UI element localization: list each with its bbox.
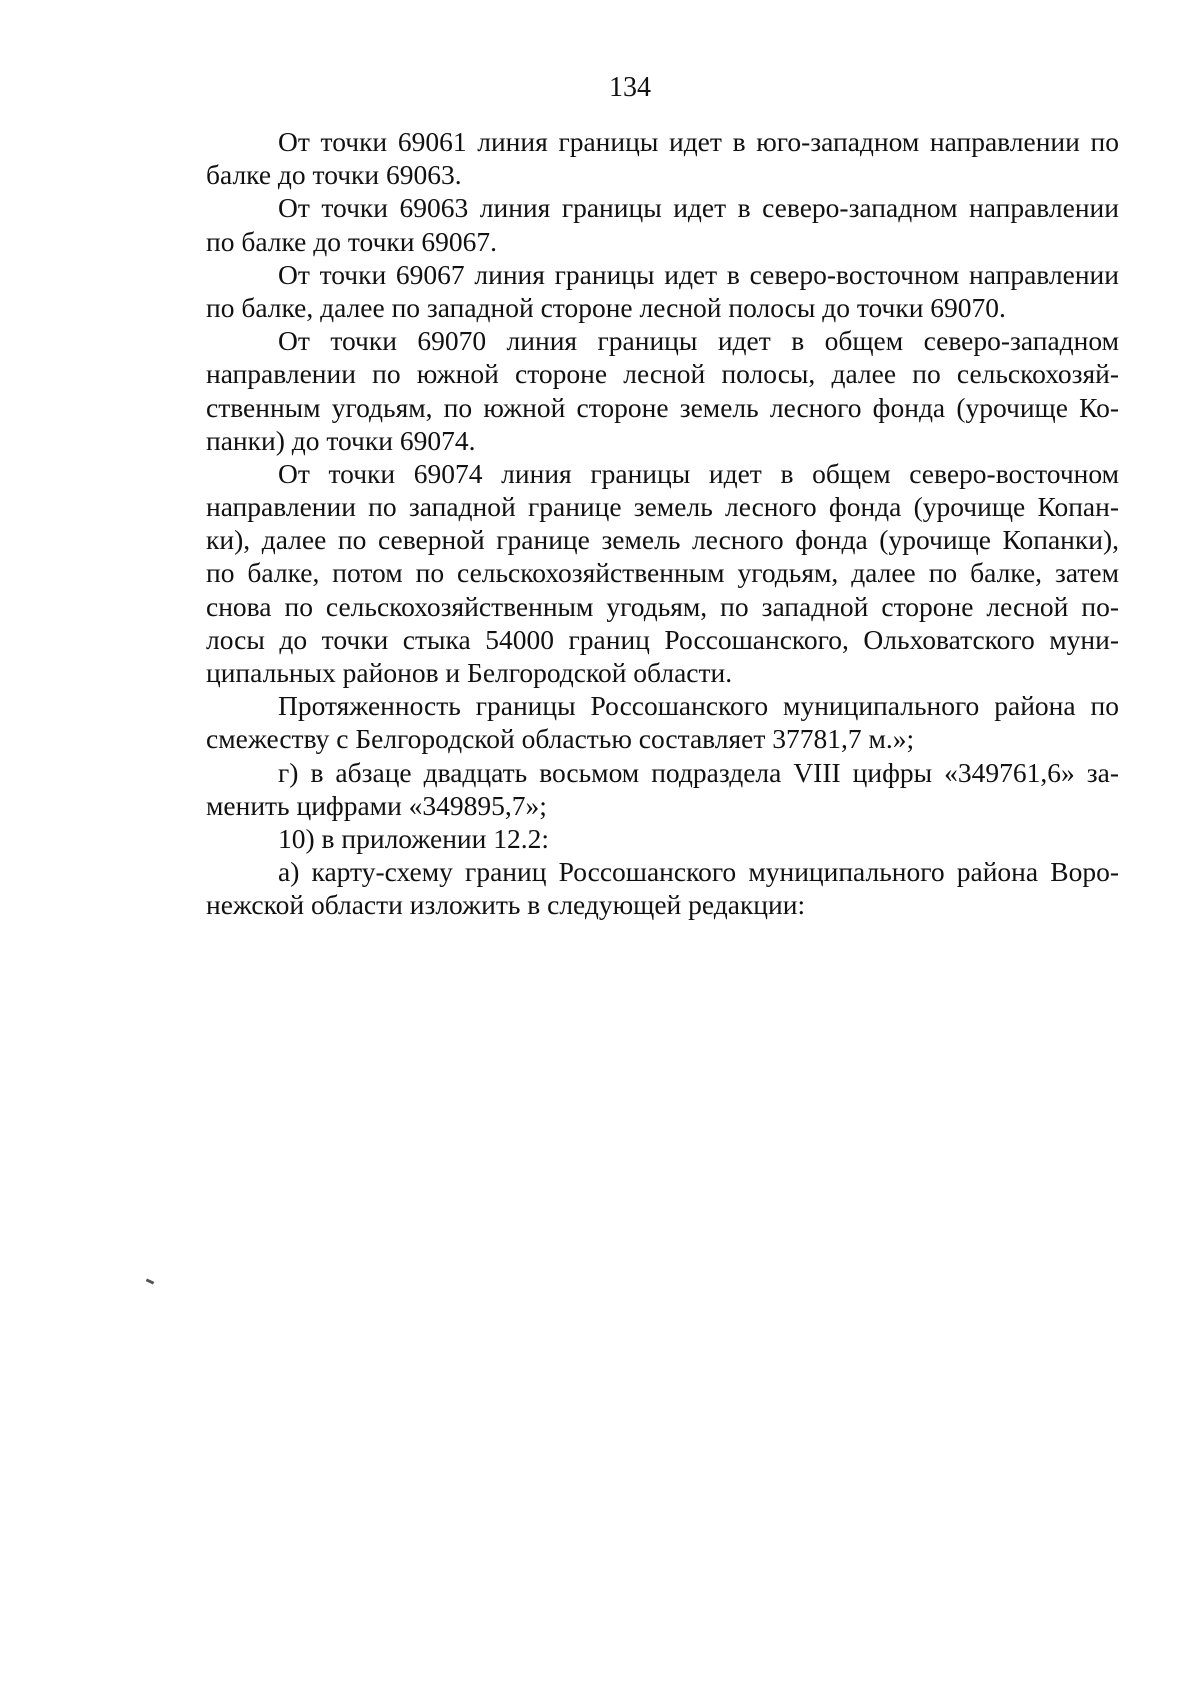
text-line: лосы до точки стыка 54000 границ Россошанского, Ольховатского муни- bbox=[206, 623, 1119, 655]
text-line: Протяженность границы Россошанского муниципального района по bbox=[278, 690, 1119, 722]
text-line: ственным угодьям, по южной стороне земель лесного фонда (урочище Ко- bbox=[206, 391, 1119, 423]
text-line: снова по сельскохозяйственным угодьям, по западной стороне лесной по- bbox=[206, 590, 1119, 622]
text-line: От точки 69063 линия границы идет в северо-западном направлении bbox=[278, 192, 1119, 224]
text-line: а) карту-схему границ Россошанского муниципального района Воро- bbox=[278, 856, 1119, 888]
text-line: менить цифрами «349895,7»; bbox=[206, 789, 547, 821]
text-line: От точки 69070 линия границы идет в общем северо-западном bbox=[278, 325, 1119, 357]
text-line: по балке, далее по западной стороне лесной полосы до точки 69070. bbox=[206, 291, 1006, 323]
text-line: панки) до точки 69074. bbox=[206, 424, 476, 456]
paragraph-9 bbox=[206, 855, 1119, 921]
text-line: г) в абзаце двадцать восьмом подраздела VIII цифры «349761,6» за- bbox=[278, 756, 1119, 788]
text-line: 10) в приложении 12.2: bbox=[278, 822, 549, 854]
paragraph-5 bbox=[206, 457, 1119, 689]
paragraph-8 bbox=[206, 822, 1119, 855]
text-line: направлении по западной границе земель лесного фонда (урочище Копан- bbox=[206, 491, 1119, 523]
text-line: смежеству с Белгородской областью составляет 37781,7 м.»; bbox=[206, 723, 915, 755]
text-line: От точки 69074 линия границы идет в общем северо-восточном bbox=[278, 457, 1119, 489]
paragraph-2 bbox=[206, 191, 1119, 257]
scan-speck bbox=[146, 1278, 155, 1284]
paragraph-1 bbox=[206, 125, 1119, 191]
text-line: ки), далее по северной границе земель лесного фонда (урочище Копанки), bbox=[206, 524, 1119, 556]
paragraph-6 bbox=[206, 689, 1119, 755]
paragraph-4 bbox=[206, 324, 1119, 457]
text-line: по балке до точки 69067. bbox=[206, 225, 497, 257]
text-line: направлении по южной стороне лесной полосы, далее по сельскохозяй- bbox=[206, 358, 1119, 390]
text-line: по балке, потом по сельскохозяйственным угодьям, далее по балке, затем bbox=[206, 557, 1119, 589]
document-body bbox=[206, 125, 1119, 922]
text-line: От точки 69067 линия границы идет в северо-восточном направлении bbox=[278, 258, 1119, 290]
paragraph-7 bbox=[206, 756, 1119, 822]
text-line: нежской области изложить в следующей редакции: bbox=[206, 889, 806, 921]
paragraph-3 bbox=[206, 258, 1119, 324]
page-number: 134 bbox=[609, 72, 651, 103]
text-line: От точки 69061 линия границы идет в юго-западном направлении по bbox=[278, 126, 1119, 157]
text-line: балке до точки 69063. bbox=[206, 159, 462, 191]
text-line: ципальных районов и Белгородской области. bbox=[206, 657, 733, 688]
